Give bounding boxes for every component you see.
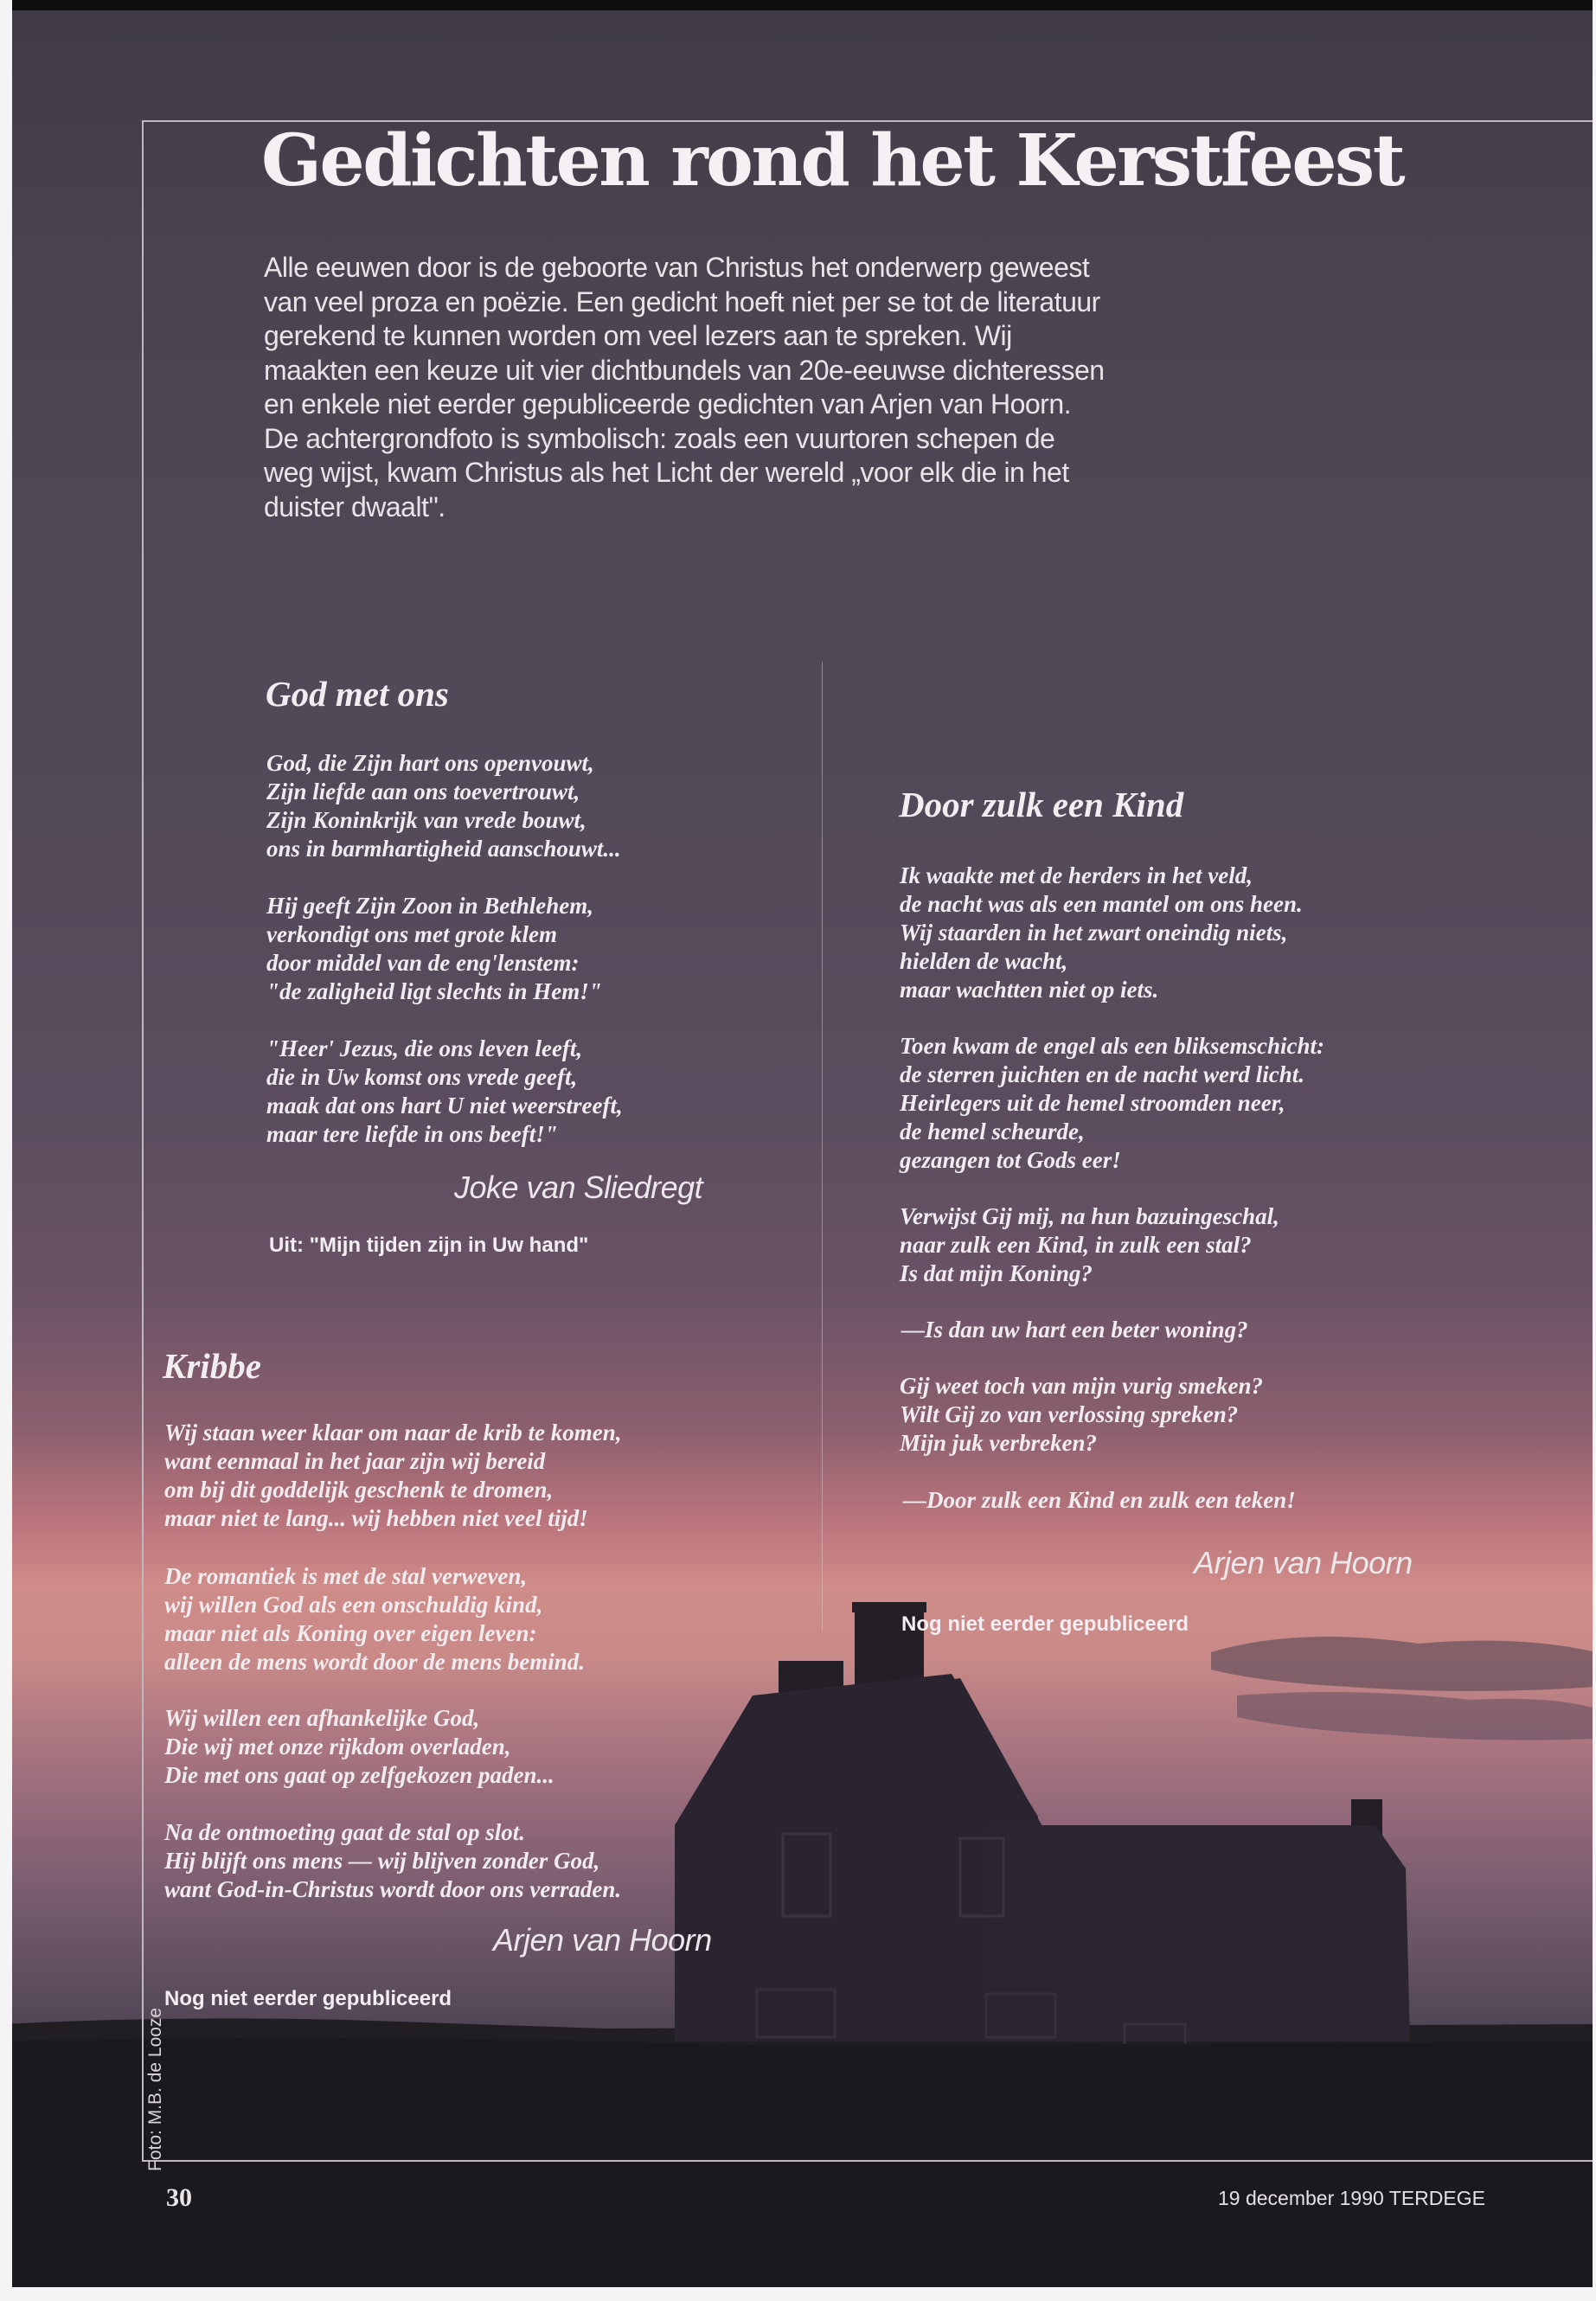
poem-line: de hemel scheurde, [900, 1118, 1085, 1144]
poem-line: maak dat ons hart U niet weerstreeft, [266, 1093, 623, 1118]
poem-line: ons in barmhartigheid aanschouwt... [266, 836, 621, 862]
poem-stanza [266, 1035, 623, 1149]
poem-line: Heirlegers uit de hemel stroomden neer, [900, 1090, 1285, 1116]
poem-line: om bij dit goddelijk geschenk te dromen, [164, 1477, 554, 1503]
intro-line: Alle eeuwen door is de geboorte van Christus het onderwerp geweest [264, 252, 1090, 283]
poem-line: hielden de wacht, [900, 948, 1068, 974]
poem-stanza [266, 749, 621, 863]
poem-line: Hij blijft ons mens — wij blijven zonder God, [164, 1848, 600, 1874]
page-title: Gedichten rond het Kerstfeest [261, 119, 1404, 202]
poem-stanza [164, 1818, 621, 1904]
poem-line: de sterren juichten en de nacht werd licht. [900, 1061, 1305, 1087]
frame-line-left [142, 120, 144, 2162]
poem-stanza [266, 892, 602, 1006]
poem-line: maar tere liefde in ons beeft!" [266, 1121, 558, 1147]
poem-line: naar zulk een Kind, in zulk een stal? [900, 1232, 1252, 1258]
poem-stanza [164, 1562, 585, 1676]
scan-edge-left [0, 0, 12, 2301]
poem-source: Uit: "Mijn tijden zijn in Uw hand" [269, 1234, 589, 1257]
poem-line: alleen de mens wordt door de mens bemind. [164, 1649, 585, 1675]
poem-line: maar niet te lang... wij hebben niet veel tijd! [164, 1505, 588, 1531]
intro-line: en enkele niet eerder gepubliceerde gedichten van Arjen van Hoorn. [264, 388, 1071, 420]
poem-line: Verwijst Gij mij, na hun bazuingeschal, [900, 1203, 1279, 1229]
poem-title-god-met-ons: God met ons [266, 674, 449, 714]
poem-line: "de zaligheid ligt slechts in Hem!" [266, 978, 602, 1004]
poem-line: Zijn liefde aan ons toevertrouwt, [266, 779, 580, 804]
poem-author: Joke van Sliedregt [454, 1170, 703, 1205]
poem-line: want eenmaal in het jaar zijn wij bereid [164, 1448, 546, 1474]
intro-line: weg wijst, kwam Christus als het Licht der wereld „voor elk die in het [264, 457, 1069, 488]
poem-line: De romantiek is met de stal verweven, [164, 1563, 528, 1589]
poem-line: door middel van de eng'lenstem: [266, 950, 580, 976]
poem-source: Nog niet eerder gepubliceerd [901, 1612, 1189, 1636]
poem-line: —Door zulk een Kind en zulk een teken! [903, 1487, 1296, 1513]
poem-line: Is dat mijn Koning? [900, 1260, 1093, 1286]
poem-stanza [900, 1202, 1279, 1288]
column-divider [822, 662, 823, 1631]
poem-line: gezangen tot Gods eer! [900, 1147, 1121, 1173]
intro-line: gerekend te kunnen worden om veel lezers aan te spreken. Wij [264, 320, 1012, 351]
photo-credit: Foto: M.B. de Looze [145, 2007, 165, 2171]
poem-stanza [164, 1419, 622, 1533]
scan-edge-top [0, 0, 1596, 10]
poem-line: God, die Zijn hart ons openvouwt, [266, 750, 594, 776]
poem-line: want God-in-Christus wordt door ons verraden. [164, 1876, 622, 1902]
poem-author: Arjen van Hoorn [1194, 1545, 1413, 1580]
poem-stanza [164, 1704, 554, 1790]
poem-stanza [900, 1032, 1324, 1175]
poem-line: Die met ons gaat op zelfgekozen paden... [164, 1762, 554, 1788]
poem-line: Wilt Gij zo van verlossing spreken? [900, 1401, 1239, 1427]
intro-line: maakten een keuze uit vier dichtbundels van 20e-eeuwse dichteressen [264, 354, 1105, 386]
poem-stanza [900, 1372, 1263, 1458]
poem-line: Zijn Koninkrijk van vrede bouwt, [266, 807, 586, 833]
poem-line: wij willen God als een onschuldig kind, [164, 1592, 543, 1618]
poem-line: Ik waakte met de herders in het veld, [900, 862, 1253, 888]
issue-footer: 19 december 1990 TERDEGE [1218, 2187, 1485, 2209]
poem-title-kribbe: Kribbe [163, 1346, 261, 1386]
poem-line: verkondigt ons met grote klem [266, 921, 557, 947]
poem-line: Gij weet toch van mijn vurig smeken? [900, 1373, 1264, 1399]
poem-line: Toen kwam de engel als een bliksemschicht: [900, 1033, 1324, 1059]
poem-line: Die wij met onze rijkdom overladen, [164, 1734, 511, 1759]
intro-line: van veel proza en poëzie. Een gedicht hoeft niet per se tot de literatuur [264, 285, 1100, 317]
poem-line: Wij willen een afhankelijke God, [164, 1705, 480, 1731]
poem-line: Wij staarden in het zwart oneindig niets, [900, 920, 1288, 945]
poem-stanza [900, 862, 1303, 1004]
scan-edge-bottom [0, 2287, 1596, 2301]
poem-line: Mijn juk verbreken? [900, 1430, 1098, 1456]
poem-line: maar niet als Koning over eigen leven: [164, 1620, 537, 1646]
poem-line: Na de ontmoeting gaat de stal op slot. [164, 1819, 526, 1845]
frame-line-bottom [142, 2160, 1596, 2162]
poem-line: de nacht was als een mantel om ons heen. [900, 891, 1303, 917]
poem-title-door-zulk-een-kind: Door zulk een Kind [899, 785, 1184, 824]
poem-line: Wij staan weer klaar om naar de krib te komen, [164, 1420, 622, 1445]
scan-edge-right [1593, 0, 1596, 2301]
poem-source: Nog niet eerder gepubliceerd [164, 1987, 452, 2010]
intro-line: duister dwaalt". [264, 490, 445, 522]
intro-line: De achtergrondfoto is symbolisch: zoals een vuurtoren schepen de [264, 422, 1055, 454]
poem-author: Arjen van Hoorn [493, 1922, 712, 1958]
page-number: 30 [166, 2183, 192, 2212]
poem-line: die in Uw komst ons vrede geeft, [266, 1064, 578, 1090]
poem-line: "Heer' Jezus, die ons leven leeft, [266, 1035, 583, 1061]
intro-paragraph [264, 251, 1105, 524]
poem-line: —Is dan uw hart een beter woning? [901, 1317, 1248, 1343]
poem-line: maar wachtten niet op iets. [900, 977, 1159, 1003]
poem-stanza [901, 1316, 1248, 1344]
poem-stanza [903, 1486, 1296, 1515]
poem-line: Hij geeft Zijn Zoon in Bethlehem, [266, 893, 593, 919]
